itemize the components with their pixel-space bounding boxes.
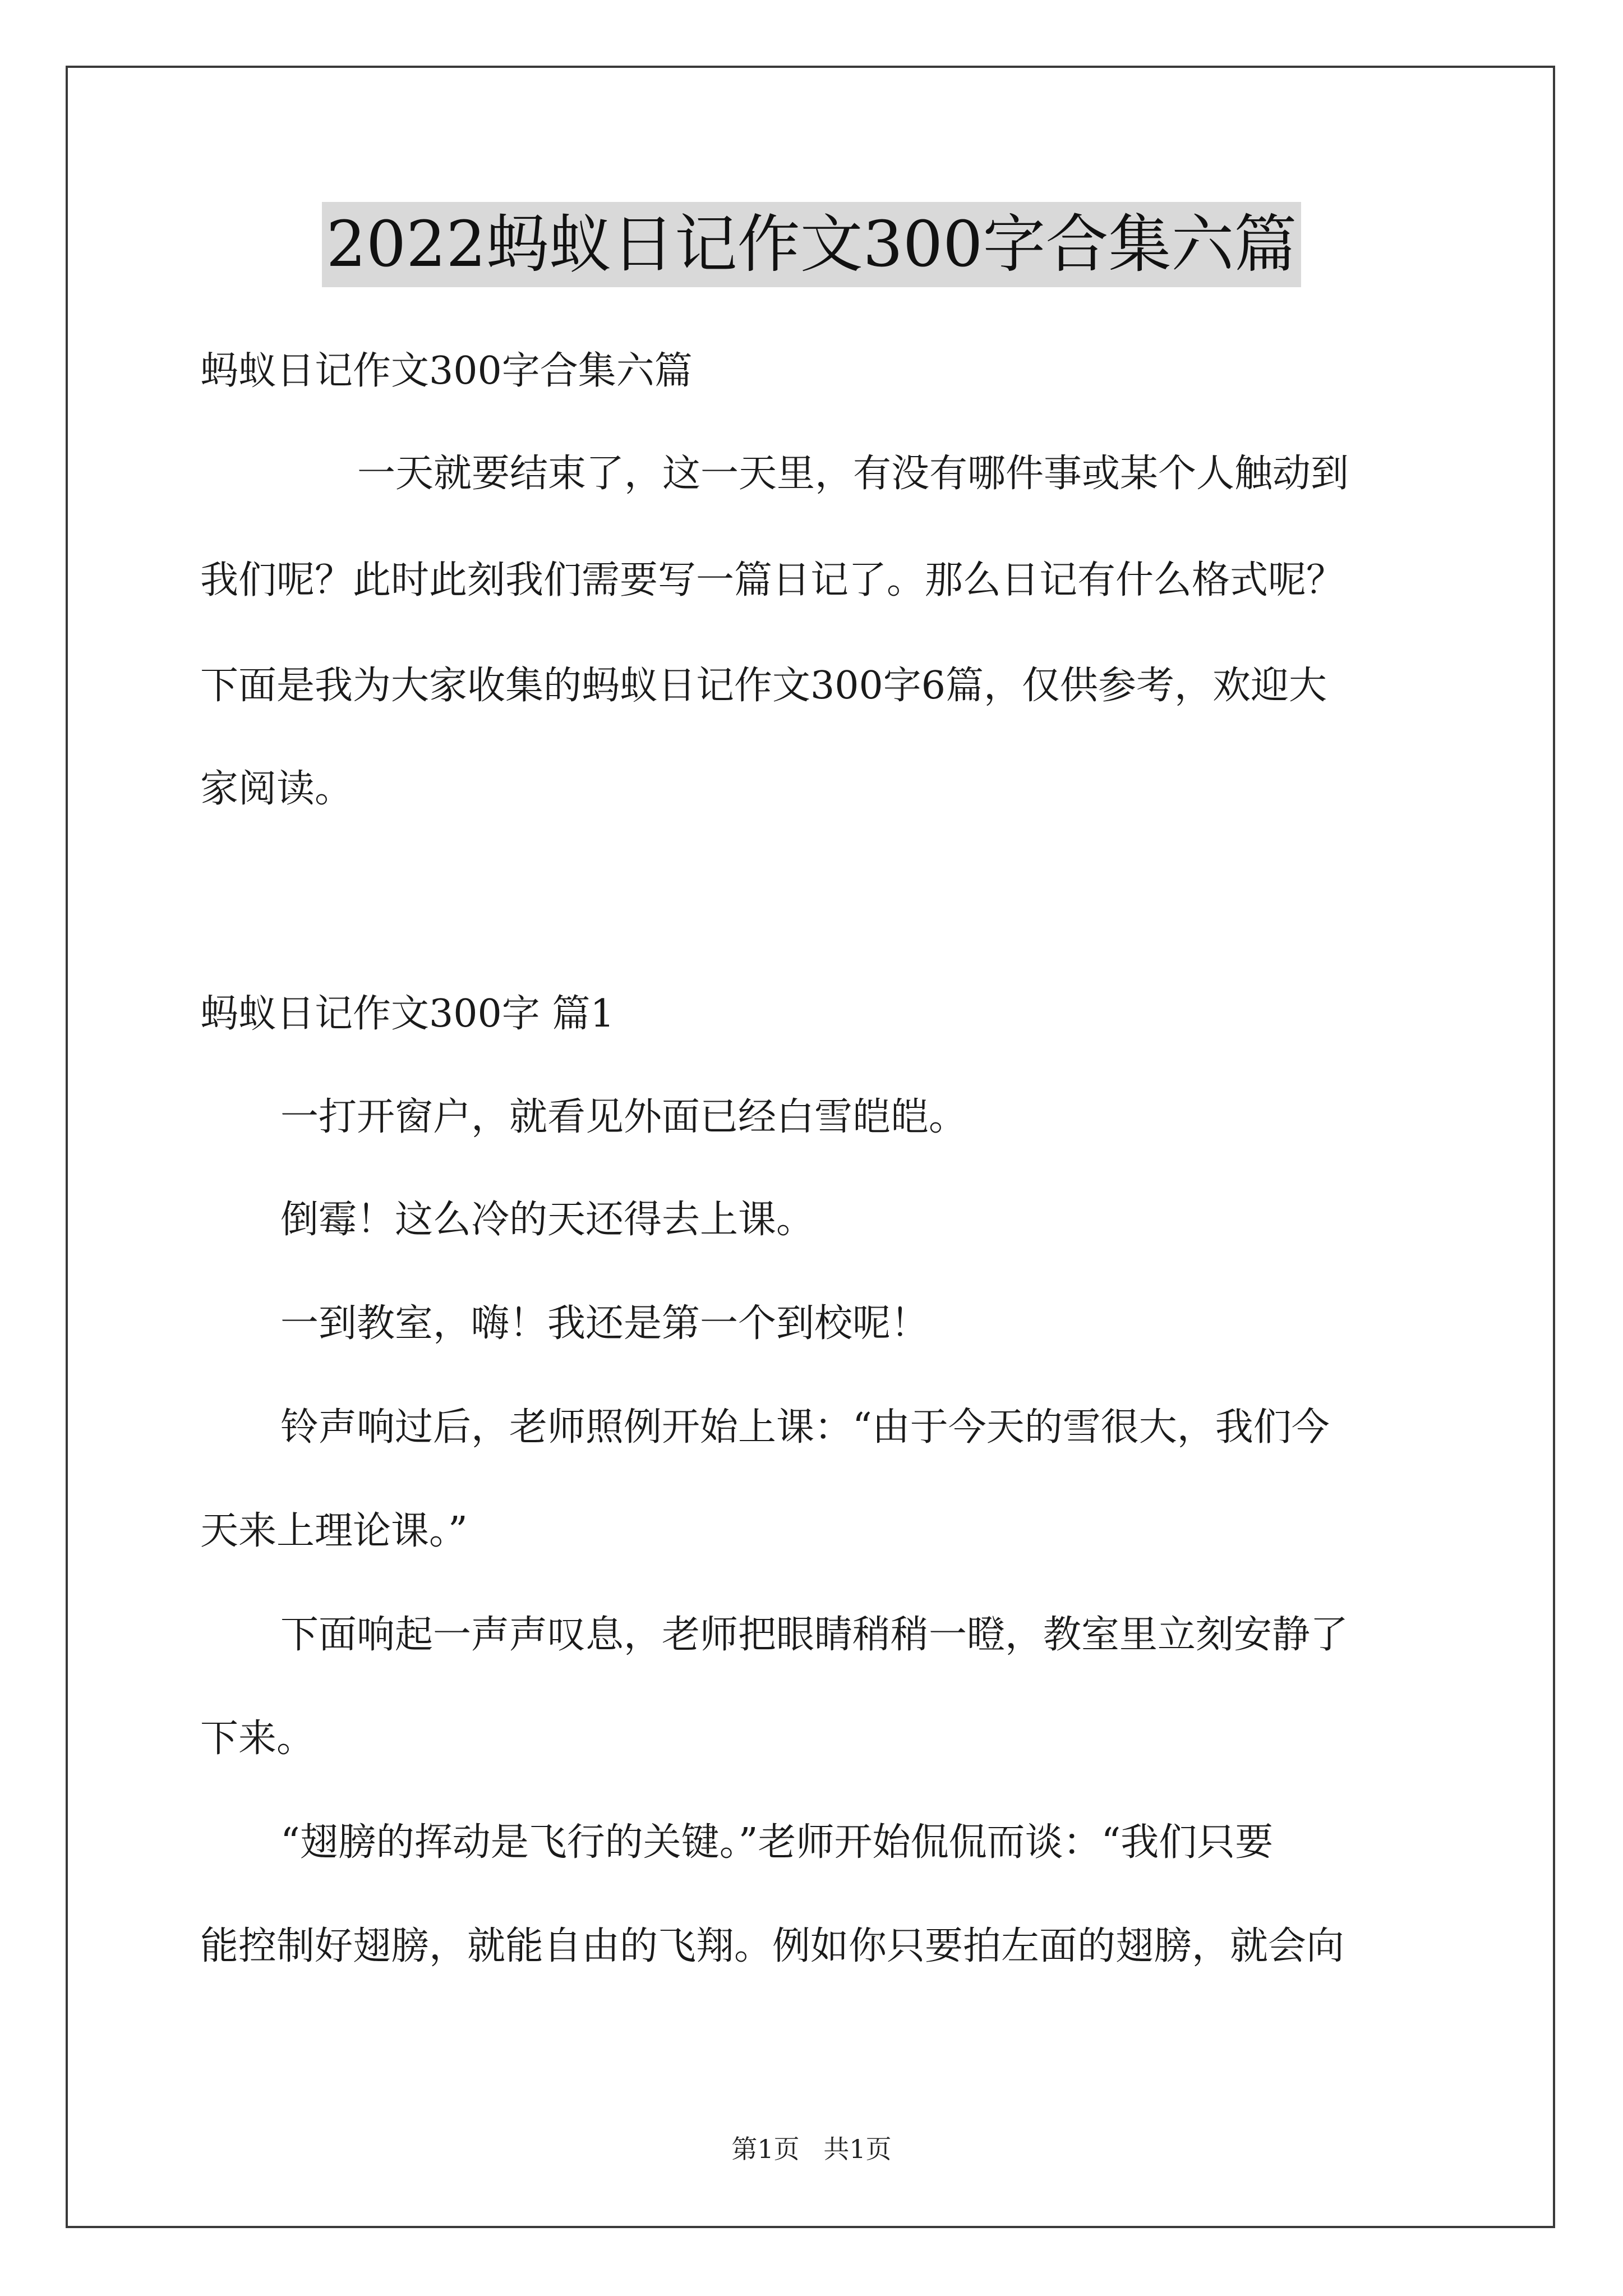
document-title: 2022蚂蚁日记作文300字合集六篇 <box>322 202 1302 287</box>
paragraph-line: 能控制好翅膀，就能自由的飞翔。例如你只要拍左面的翅膀，就会向 <box>200 1924 1345 1968</box>
page-total: 共1页 <box>823 2134 892 2164</box>
paragraph-line: 一天就要结束了，这一天里，有没有哪件事或某个人触动到 <box>357 452 1349 496</box>
paragraph-line: 下面响起一声声叹息，老师把眼睛稍稍一瞪，教室里立刻安静了 <box>280 1613 1349 1657</box>
paragraph-line: 一打开窗户，就看见外面已经白雪皑皑。 <box>280 1095 967 1139</box>
paragraph-line: 倒霉！这么冷的天还得去上课。 <box>280 1198 815 1242</box>
paragraph-line: “翅膀的挥动是飞行的关键。”老师开始侃侃而谈：“我们只要 <box>280 1820 1274 1865</box>
page-number: 第1页 <box>731 2134 800 2164</box>
title-container <box>0 202 1623 287</box>
page-footer <box>0 2129 1623 2166</box>
paragraph-line: 下面是我为大家收集的蚂蚁日记作文300字6篇，仅供参考，欢迎大 <box>200 664 1327 708</box>
paragraph-line: 下来。 <box>200 1717 315 1761</box>
section-heading: 蚂蚁日记作文300字 篇1 <box>200 992 615 1036</box>
paragraph-line: 铃声响过后，老师照例开始上课：“由于今天的雪很大，我们今 <box>280 1405 1330 1450</box>
subtitle-line: 蚂蚁日记作文300字合集六篇 <box>200 349 693 393</box>
paragraph-line: 家阅读。 <box>200 767 353 811</box>
paragraph-line: 天来上理论课。” <box>200 1509 468 1553</box>
paragraph-line: 一到教室，嗨！我还是第一个到校呢！ <box>280 1301 929 1346</box>
paragraph-line: 我们呢？此时此刻我们需要写一篇日记了。那么日记有什么格式呢？ <box>200 558 1345 602</box>
